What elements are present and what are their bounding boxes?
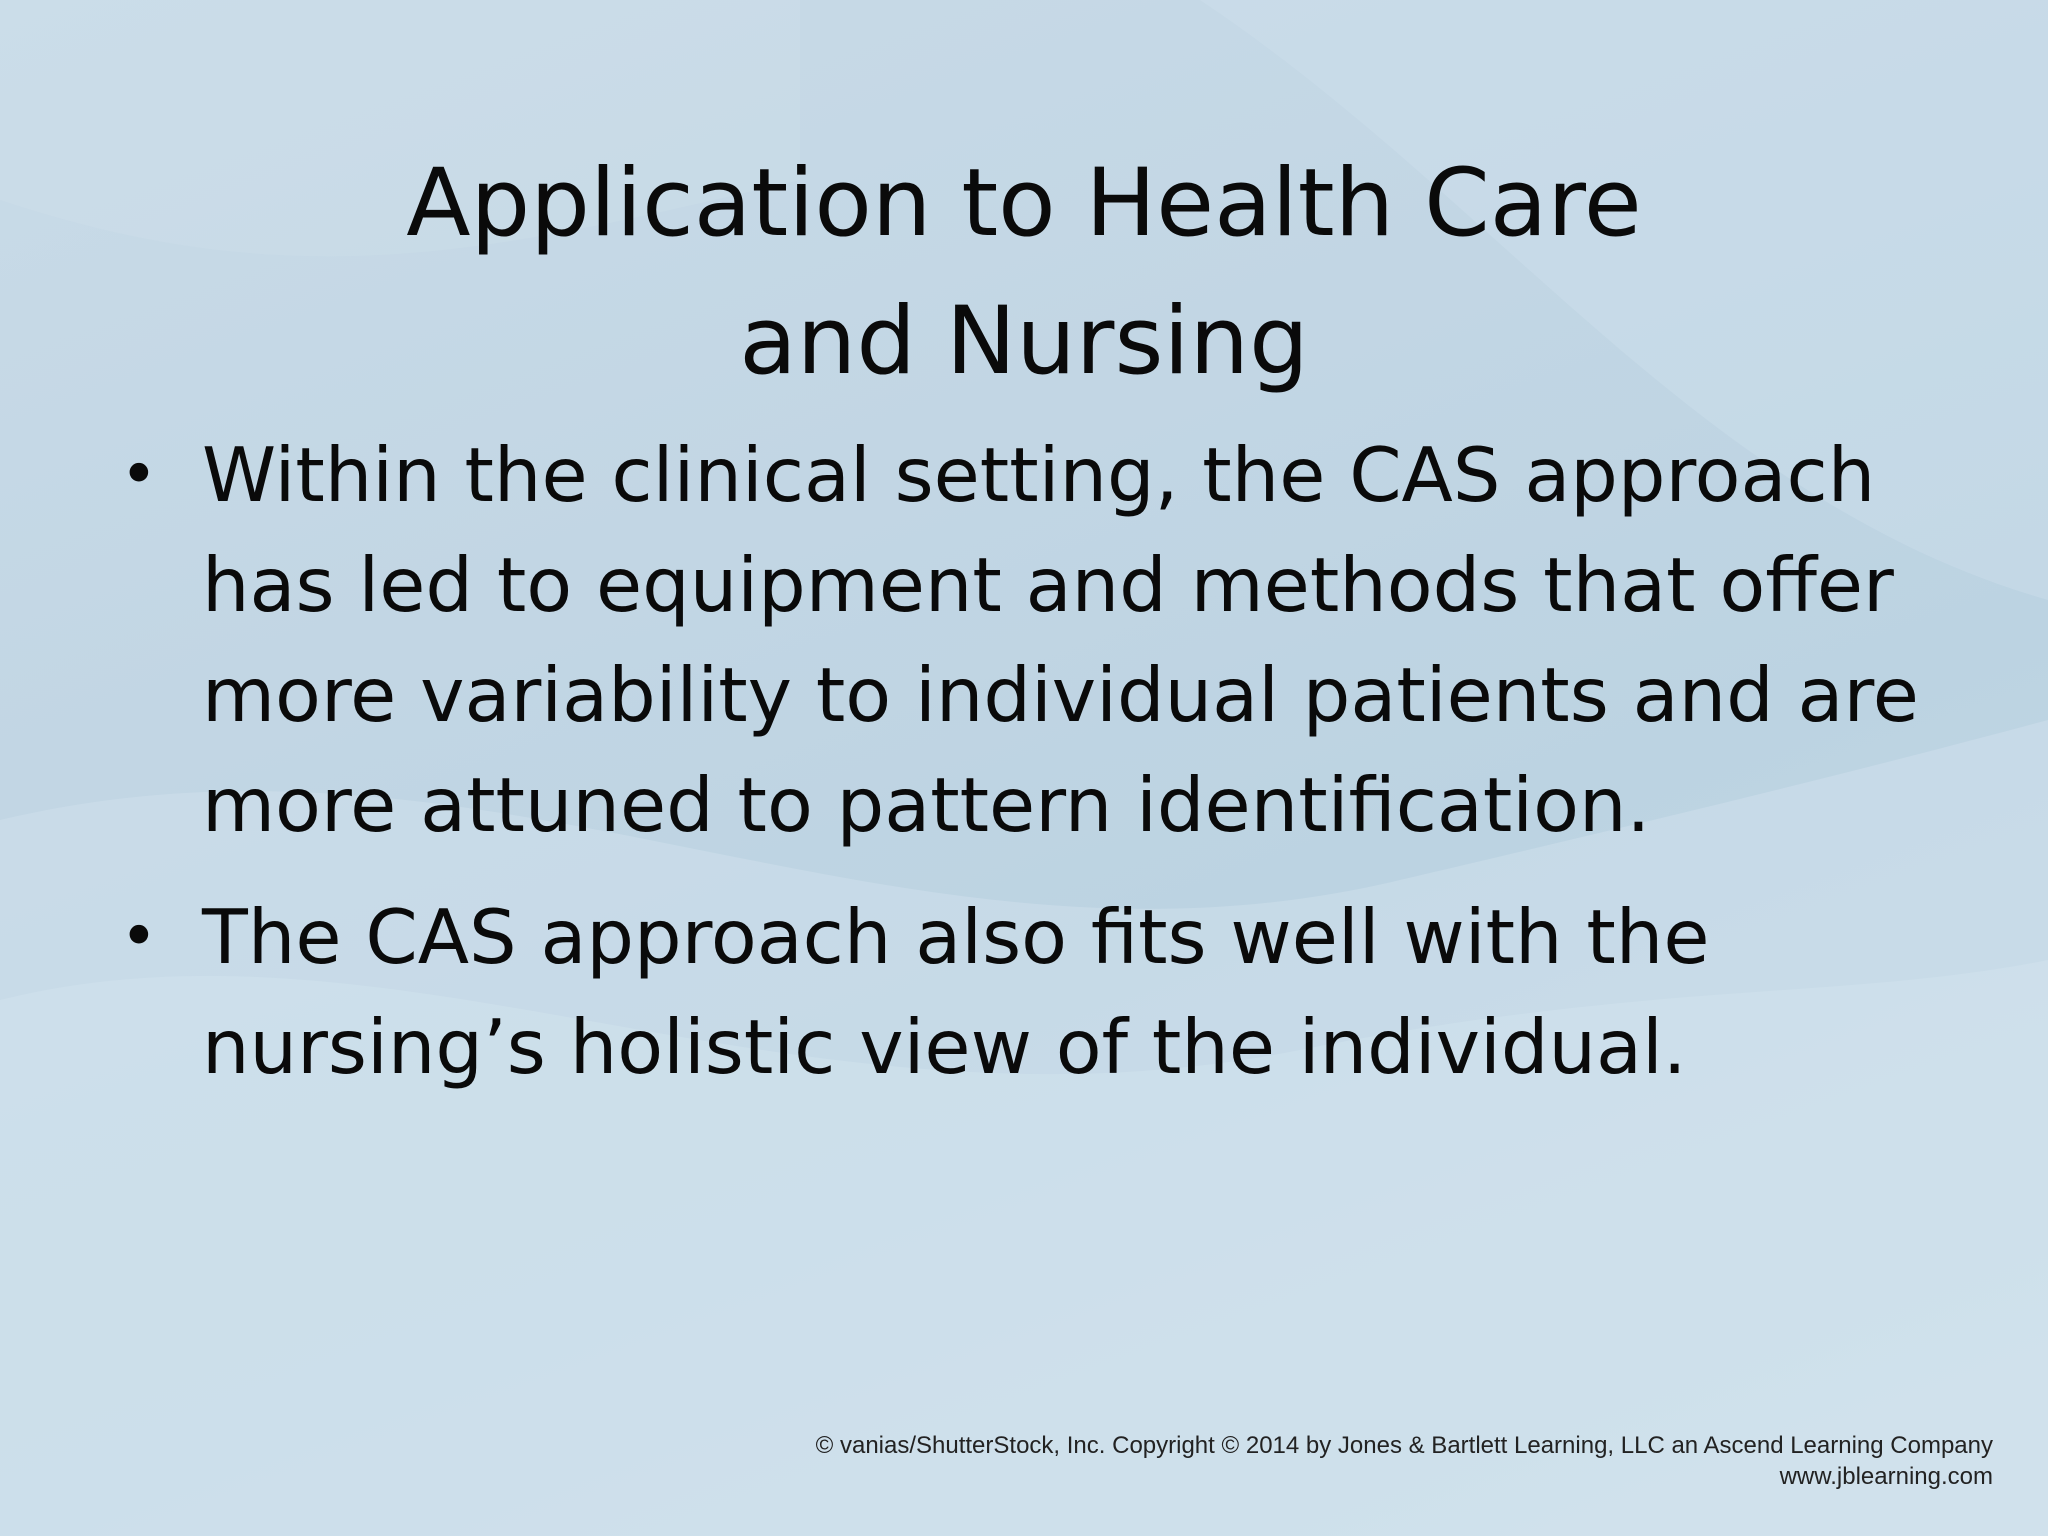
website-url: www.jblearning.com <box>1779 1463 1993 1490</box>
bullet-item <box>118 420 1978 860</box>
slide-title <box>0 135 2048 411</box>
bullet-text: The CAS approach also fits well with the nursing’s holistic view of the individual. <box>202 893 1710 1091</box>
slide-title-line-2: and Nursing <box>739 286 1309 396</box>
bullet-text: Within the clinical setting, the CAS approach has led to equipment and methods that offer more variability to individual patients and are more attuned to pattern identification. <box>202 431 1919 849</box>
bullet-marker: • <box>120 438 158 512</box>
bullet-marker: • <box>120 900 158 974</box>
copyright-text: © vanias/ShutterStock, Inc. Copyright © 2014 by Jones & Bartlett Learning, LLC an Ascend Learning Company <box>815 1432 1993 1459</box>
bullet-item <box>118 882 1978 1102</box>
bullet-list <box>118 420 1978 1124</box>
slide-title-line-1: Application to Health Care <box>406 148 1642 258</box>
copyright-footer <box>816 1430 1993 1492</box>
